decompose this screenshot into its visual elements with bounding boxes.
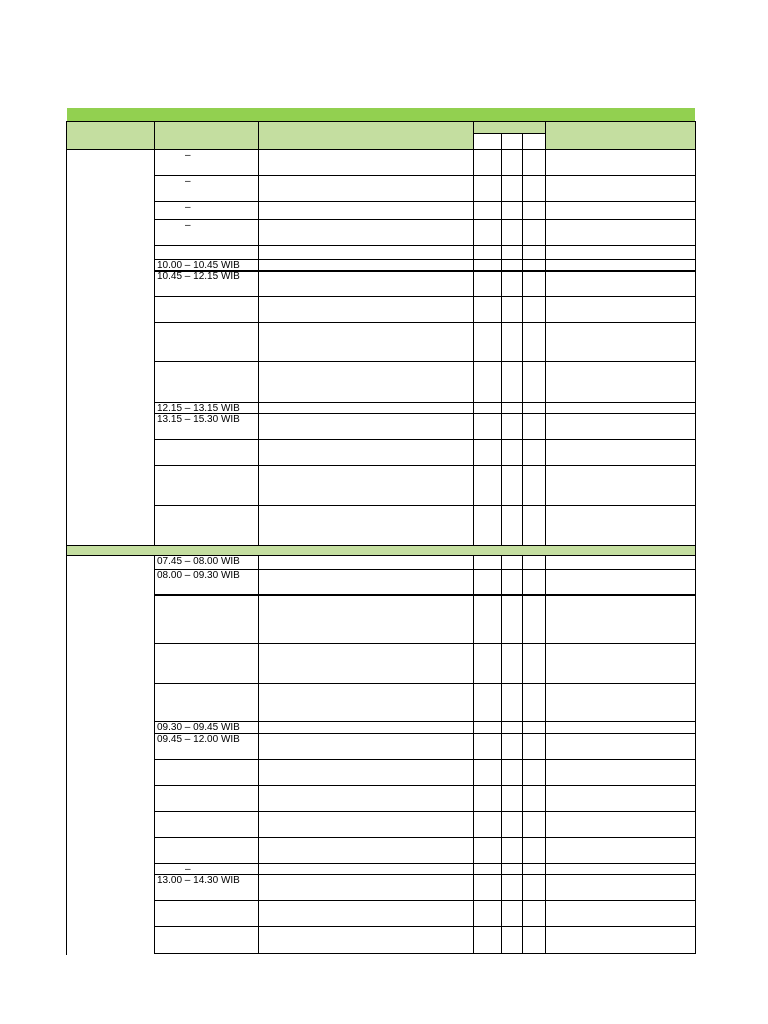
time-cell: 09.45 – 12.00 WIB [157, 734, 240, 745]
row-line [154, 643, 696, 644]
subheader-col-line [501, 133, 502, 149]
row-line [154, 149, 696, 150]
subheader-cells [474, 133, 545, 149]
col-line [473, 555, 474, 954]
header-row [67, 121, 695, 149]
time-cell: 07.45 – 08.00 WIB [157, 556, 240, 567]
row-line [154, 322, 696, 323]
col-line [522, 555, 523, 954]
time-cell: – [185, 202, 191, 213]
time-cell: – [185, 220, 191, 231]
time-cell: 10.00 – 10.45 WIB [157, 260, 240, 271]
time-cell: – [185, 176, 191, 187]
subheader-col-line [522, 133, 523, 149]
row-line [154, 245, 696, 246]
title-bar [67, 108, 695, 121]
col-line [154, 555, 155, 954]
row-line [154, 465, 696, 466]
row-line [154, 837, 696, 838]
row-line [154, 926, 696, 927]
col-line [545, 149, 546, 545]
row-line [154, 296, 696, 297]
row-line [154, 175, 696, 176]
row-line [154, 201, 696, 202]
row-line [154, 505, 696, 506]
col-line-0 [66, 121, 67, 954]
header-col-line [258, 121, 259, 149]
time-cell: 12.15 – 13.15 WIB [157, 403, 240, 414]
row-line [154, 594, 696, 596]
col-line [501, 149, 502, 545]
day-separator-top [66, 545, 696, 546]
col-line [473, 149, 474, 545]
row-line [154, 863, 696, 864]
row-line [154, 361, 696, 362]
time-cell: 10.45 – 12.15 WIB [157, 271, 240, 282]
col-line [258, 555, 259, 954]
row-line [154, 439, 696, 440]
row-line [154, 900, 696, 901]
time-cell: 13.15 – 15.30 WIB [157, 414, 240, 425]
header-col-line [154, 121, 155, 149]
row-line [154, 219, 696, 220]
header-col-line [545, 121, 546, 149]
header-top-line [66, 121, 696, 122]
day-separator-bar [67, 545, 695, 555]
subheader-line [473, 133, 546, 134]
row-line [154, 759, 696, 760]
col-line [501, 555, 502, 954]
row-line [154, 811, 696, 812]
time-cell: 09.30 – 09.45 WIB [157, 722, 240, 733]
col-line [522, 149, 523, 545]
row-line [154, 953, 696, 954]
col-line [545, 555, 546, 954]
time-cell: – [185, 864, 191, 875]
time-cell: 13.00 – 14.30 WIB [157, 875, 240, 886]
col-line [258, 149, 259, 545]
col-line [154, 149, 155, 545]
row-line [154, 785, 696, 786]
header-col-line [473, 121, 474, 149]
time-cell: – [185, 150, 191, 161]
time-cell: 08.00 – 09.30 WIB [157, 570, 240, 581]
row-line [154, 683, 696, 684]
bottom-line [66, 954, 67, 955]
